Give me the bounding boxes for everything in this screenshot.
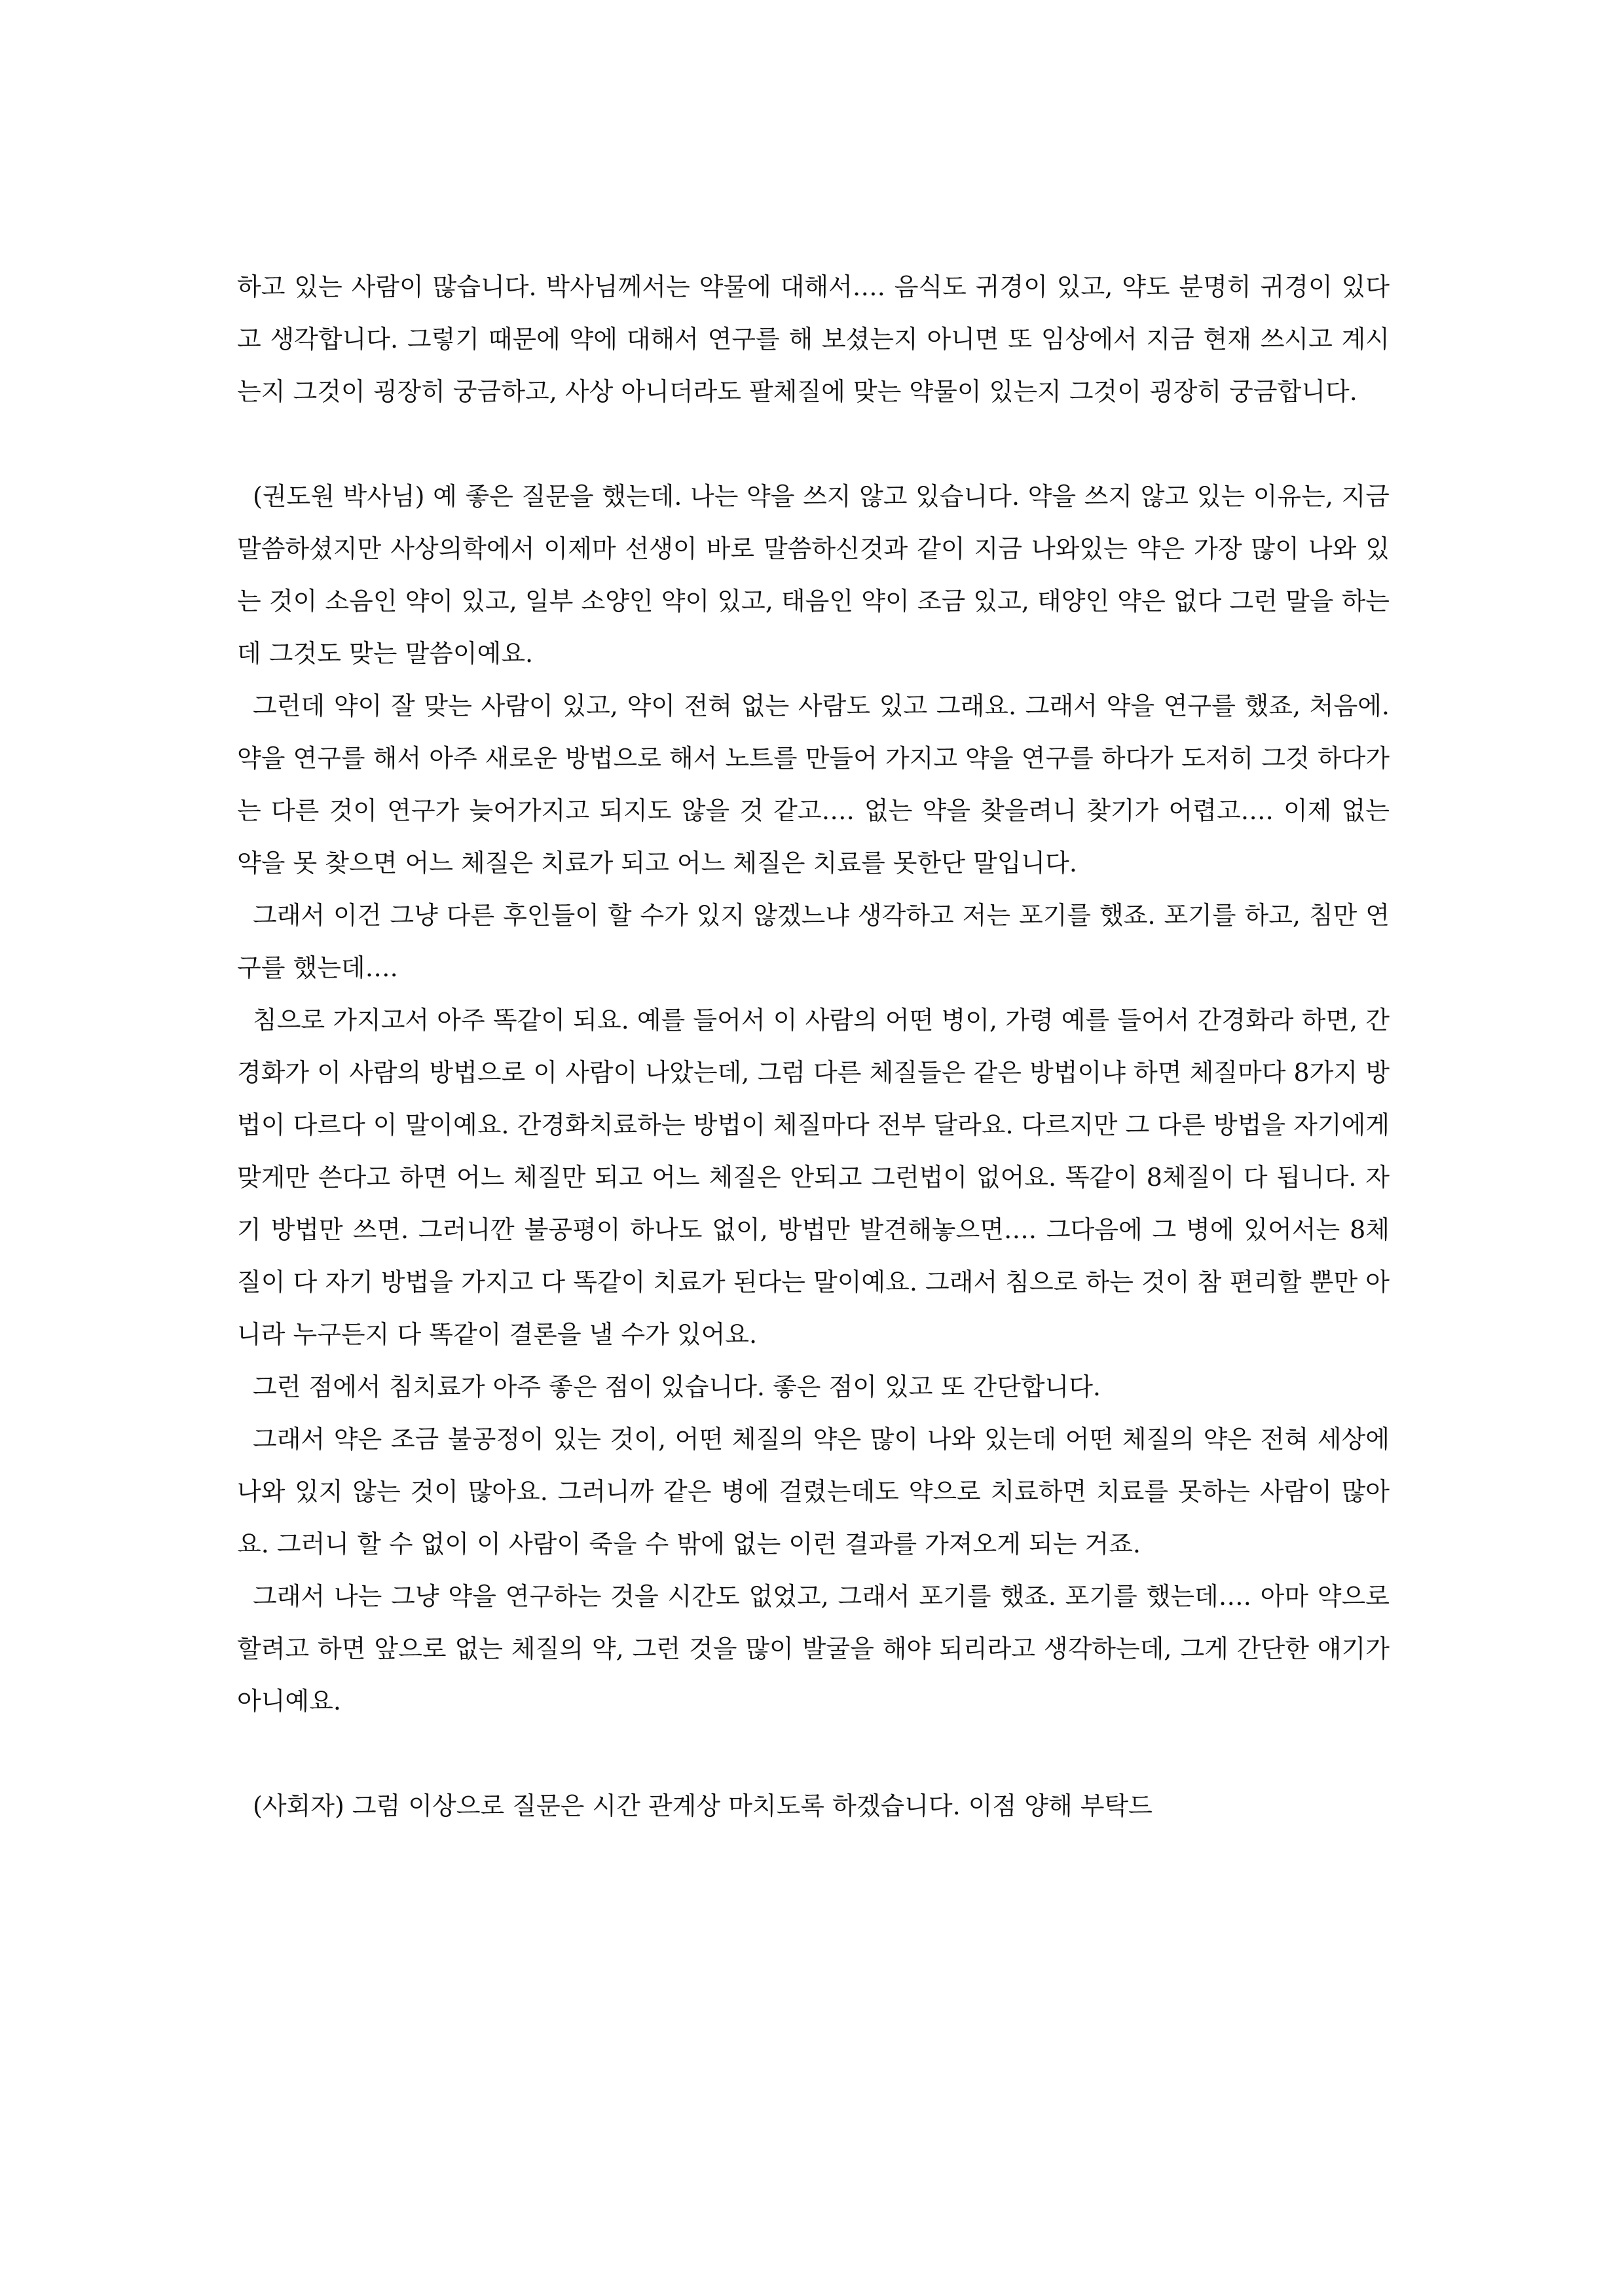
question-paragraph-continued: 하고 있는 사람이 많습니다. 박사님께서는 약물에 대해서…. 음식도 귀경이 있고, 약도 분명히 귀경이 있다고 생각합니다. 그렇기 때문에 약에 대해서 연구를 해 보셨는지 아니면 또 임상에서 지금 현재 쓰시고 계시는지 그것이 굉장히 궁금하고, 사상 아니더라도 팔체질에 맞는 약물이 있는지 그것이 굉장히 궁금합니다. [237, 272, 1390, 406]
moderator-paragraph: (사회자) 그럼 이상으로 질문은 시간 관계상 마치도록 하겠습니다. 이점 양해 부탁드 [253, 1791, 1153, 1820]
paragraph-gap [237, 418, 1390, 470]
answer-paragraph-5: 그런 점에서 침치료가 아주 좋은 점이 있습니다. 좋은 점이 있고 또 간단합니다. [253, 1372, 1101, 1401]
answer-paragraph-3: 그래서 이건 그냥 다른 후인들이 할 수가 있지 않겠느냐 생각하고 저는 포기를 했죠. 포기를 하고, 침만 연구를 했는데…. [237, 901, 1390, 982]
answer-paragraph-4: 침으로 가지고서 아주 똑같이 되요. 예를 들어서 이 사람의 어떤 병이, 가령 예를 들어서 간경화라 하면, 간경화가 이 사람의 방법으로 이 사람이 나았는데, 그럼 다른 체질들은 같은 방법이냐 하면 체질마다 8가지 방법이 다르다 이 말이예요. 간경화치료하는 방법이 체질마다 전부 달라요. 다르지만 그 다른 방법을 자기에게 맞게만 쓴다고 하면 어느 체질만 되고 어느 체질은 안되고 그런법이 없어요. 똑같이 8체질이 다 됩니다. 자기 방법만 쓰면. 그러니깐 불공평이 하나도 없이, 방법만 발견해놓으면…. 그다음에 그 병에 있어서는 8체질이 다 자기 방법을 가지고 다 똑같이 치료가 된다는 말이예요. 그래서 침으로 하는 것이 참 편리할 뿐만 아니라 누구든지 다 똑같이 결론을 낼 수가 있어요. [237, 1006, 1390, 1349]
answer-paragraph-2: 그런데 약이 잘 맞는 사람이 있고, 약이 전혀 없는 사람도 있고 그래요. 그래서 약을 연구를 했죠, 처음에. 약을 연구를 해서 아주 새로운 방법으로 해서 노트를 만들어 가지고 약을 연구를 하다가 도저히 그것 하다가는 다른 것이 연구가 늦어가지고 되지도 않을 것 같고…. 없는 약을 찾을려니 찾기가 어렵고…. 이제 없는 약을 못 찾으면 어느 체질은 치료가 되고 어느 체질은 치료를 못한단 말입니다. [237, 691, 1390, 877]
answer-paragraph-7: 그래서 나는 그냥 약을 연구하는 것을 시간도 없었고, 그래서 포기를 했죠. 포기를 했는데…. 아마 약으로 할려고 하면 앞으로 없는 체질의 약, 그런 것을 많이 발굴을 해야 되리라고 생각하는데, 그게 간단한 얘기가 아니예요. [237, 1582, 1390, 1716]
answer-paragraph-1: (권도원 박사님) 예 좋은 질문을 했는데. 나는 약을 쓰지 않고 있습니다. 약을 쓰지 않고 있는 이유는, 지금 말씀하셨지만 사상의학에서 이제마 선생이 바로 말씀하신것과 같이 지금 나와있는 약은 가장 많이 나와 있는 것이 소음인 약이 있고, 일부 소양인 약이 있고, 태음인 약이 조금 있고, 태양인 약은 없다 그런 말을 하는데 그것도 맞는 말씀이예요. [237, 482, 1390, 668]
paragraph-gap [237, 1727, 1390, 1780]
answer-paragraph-6: 그래서 약은 조금 불공정이 있는 것이, 어떤 체질의 약은 많이 나와 있는데 어떤 체질의 약은 전혀 세상에 나와 있지 않는 것이 많아요. 그러니까 같은 병에 걸렸는데도 약으로 치료하면 치료를 못하는 사람이 많아요. 그러니 할 수 없이 이 사람이 죽을 수 밖에 없는 이런 결과를 가져오게 되는 거죠. [237, 1425, 1390, 1558]
document-page [237, 261, 1390, 1832]
